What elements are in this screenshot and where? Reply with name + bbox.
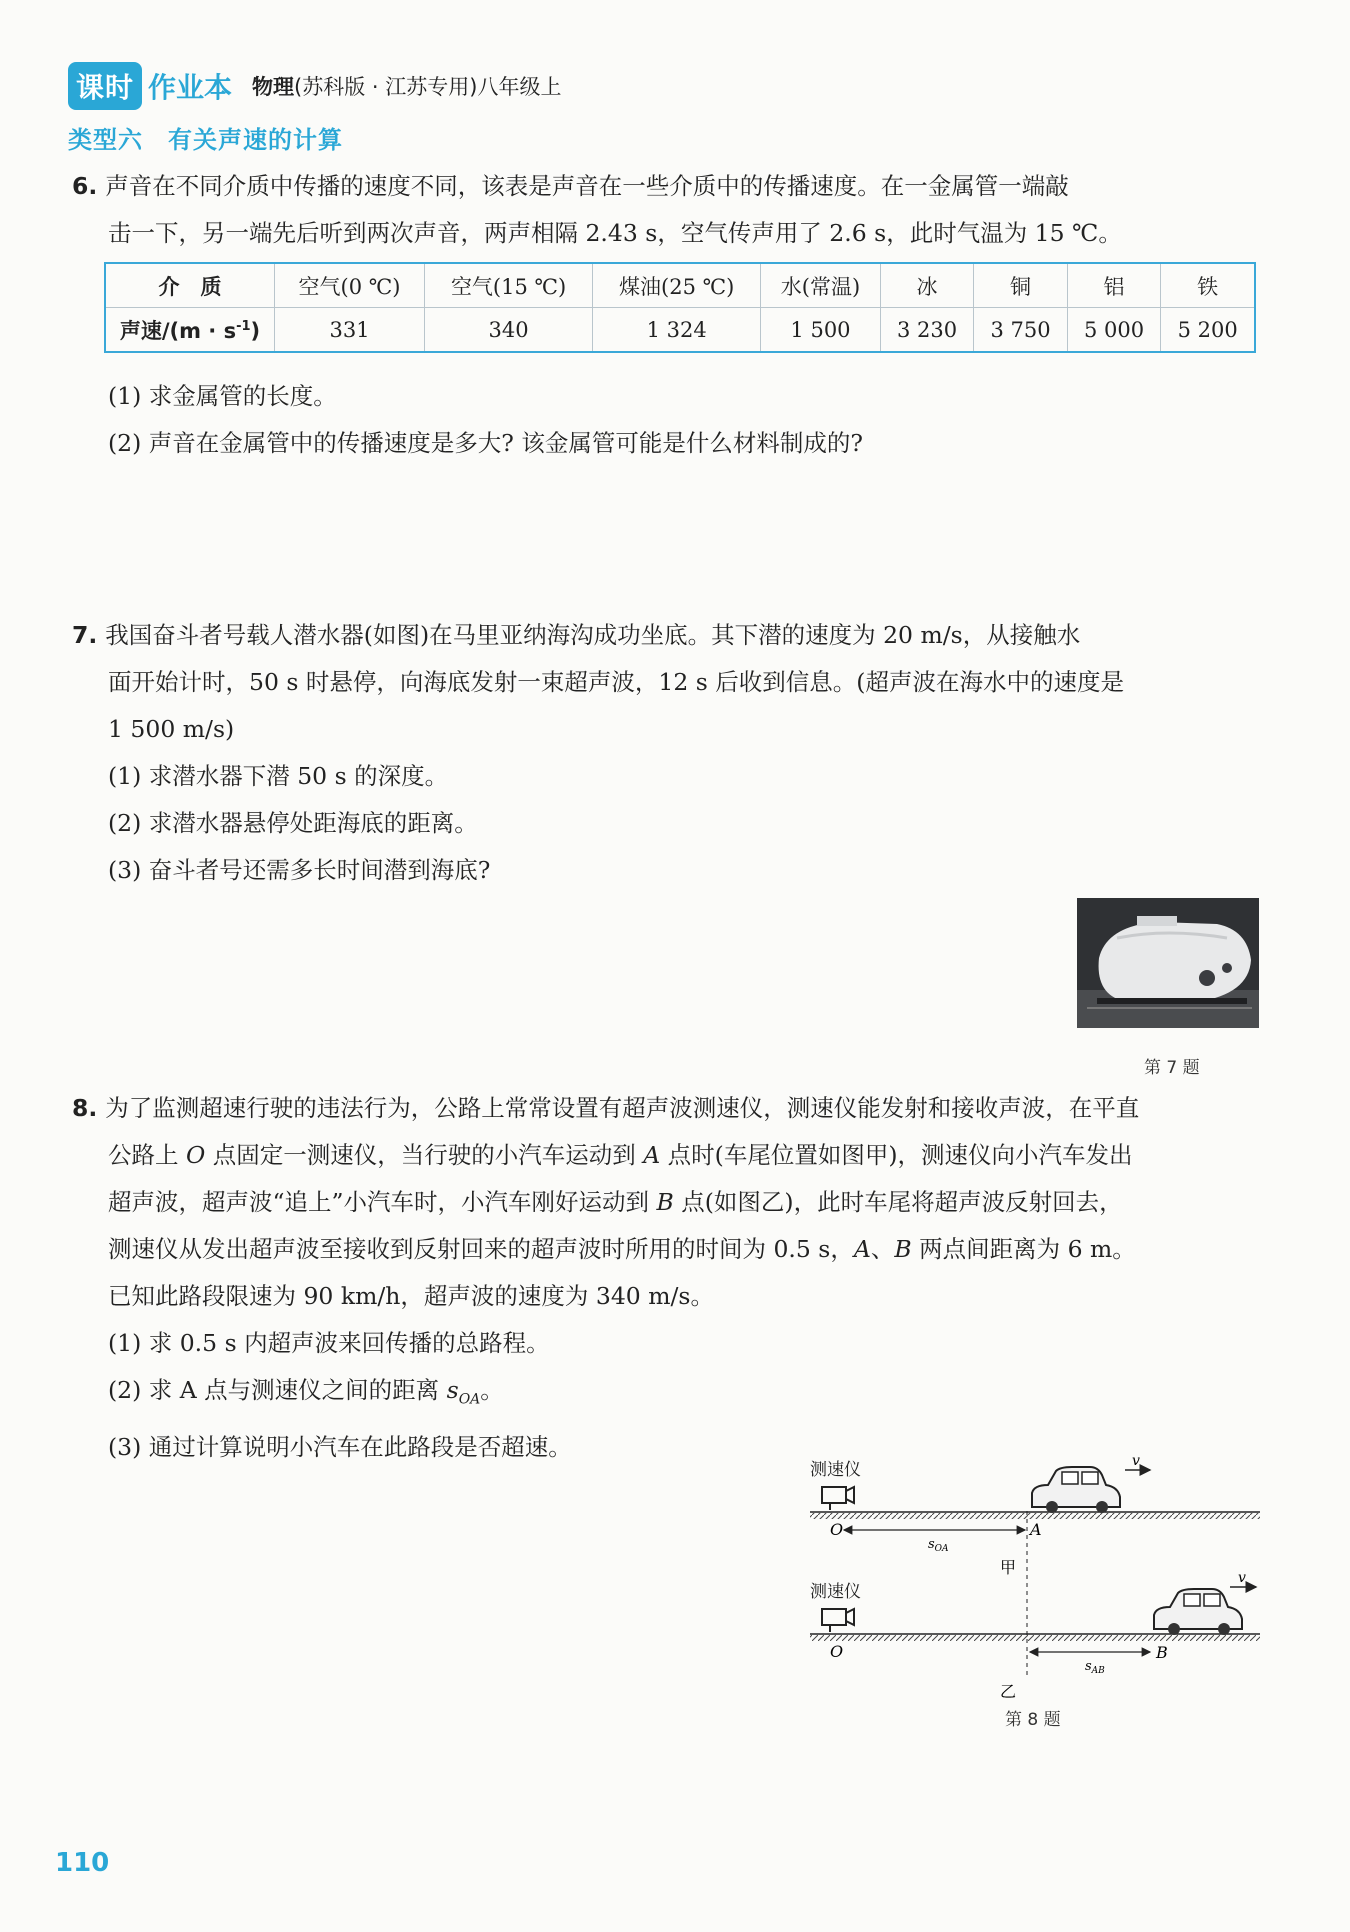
distance-ab-label: $s_{AB}$ bbox=[1085, 1659, 1105, 1676]
sound-speed-table bbox=[104, 262, 1256, 353]
question-6 bbox=[72, 163, 1262, 257]
figure-jia-label: 甲 bbox=[1000, 1558, 1017, 1577]
question-number: 8. bbox=[72, 1094, 98, 1122]
table-row bbox=[105, 263, 1255, 308]
text-fragment: (2) 求 A 点与测速仪之间的距离 bbox=[108, 1376, 447, 1404]
question-number: 6. bbox=[72, 172, 98, 200]
question-text: 已知此路段限速为 90 km/h，超声波的速度为 340 m/s。 bbox=[108, 1282, 714, 1310]
question-6-subquestions bbox=[72, 373, 1262, 467]
table-cell: 3 750 bbox=[974, 308, 1068, 353]
symbol: s bbox=[446, 1376, 459, 1404]
symbol-subscript: OA bbox=[458, 1391, 481, 1408]
header-sup: -1 bbox=[236, 318, 251, 334]
book-title bbox=[252, 71, 561, 101]
question-7 bbox=[72, 612, 1262, 894]
point-o-label: O bbox=[830, 1642, 844, 1661]
text-fragment: 、 bbox=[870, 1235, 895, 1263]
table-row bbox=[105, 308, 1255, 353]
text-fragment: 测速仪从发出超声波至接收到反射回来的超声波时所用的时间为 0.5 s， bbox=[108, 1235, 854, 1263]
table-cell: 煤油(25 ℃) bbox=[593, 263, 761, 308]
table-cell: 空气(15 ℃) bbox=[425, 263, 593, 308]
point-label: A bbox=[853, 1235, 871, 1263]
point-a-label: A bbox=[1030, 1520, 1042, 1539]
text-fragment: 公路上 bbox=[108, 1141, 186, 1169]
point-label: A bbox=[643, 1141, 661, 1169]
table-cell: 空气(0 ℃) bbox=[275, 263, 425, 308]
table-cell: 331 bbox=[275, 308, 425, 353]
text-fragment: 点时(车尾位置如图甲)，测速仪向小汽车发出 bbox=[660, 1141, 1133, 1169]
text-fragment: 。 bbox=[480, 1376, 504, 1404]
table-header-cell bbox=[105, 308, 275, 353]
table-cell: 铜 bbox=[974, 263, 1068, 308]
table-cell: 冰 bbox=[880, 263, 974, 308]
question-text bbox=[72, 1132, 1262, 1179]
sub-question: (1) 求金属管的长度。 bbox=[108, 382, 337, 410]
text-fragment: 超声波，超声波“追上”小汽车时，小汽车刚好运动到 bbox=[108, 1188, 657, 1216]
table-cell: 1 324 bbox=[593, 308, 761, 353]
header-text-end: ) bbox=[250, 318, 261, 343]
sub-question: (2) 声音在金属管中的传播速度是多大? 该金属管可能是什么材料制成的? bbox=[108, 429, 863, 457]
sub-question: (2) 求潜水器悬停处距海底的距离。 bbox=[108, 809, 478, 837]
table-cell: 3 230 bbox=[880, 308, 974, 353]
table-header-cell: 介 质 bbox=[105, 263, 275, 308]
section-title: 类型六 有关声速的计算 bbox=[68, 126, 343, 154]
sub-question: (1) 求潜水器下潜 50 s 的深度。 bbox=[108, 762, 449, 790]
question-text: 声音在不同介质中传播的速度不同，该表是声音在一些介质中的传播速度。在一金属管一端敲 bbox=[105, 172, 1069, 200]
point-b-label: B bbox=[1156, 1643, 1168, 1662]
question-text: 1 500 m/s) bbox=[108, 715, 235, 743]
edition: (苏科版 · 江苏专用)八年级上 bbox=[294, 75, 562, 99]
question-text: 面开始计时，50 s 时悬停，向海底发射一束超声波，12 s 后收到信息。(超声波在海水中的速度是 bbox=[108, 668, 1124, 696]
sub-question: (3) 通过计算说明小汽车在此路段是否超速。 bbox=[108, 1432, 572, 1461]
device-label: 测速仪 bbox=[810, 1460, 861, 1480]
question-8 bbox=[72, 1085, 1262, 1471]
question-text bbox=[72, 1226, 1262, 1273]
speed-detector-icon bbox=[822, 1487, 854, 1510]
sub-question bbox=[72, 1367, 1262, 1424]
text-fragment: 点(如图乙)，此时车尾将超声波反射回去， bbox=[673, 1188, 1123, 1216]
velocity-label: v bbox=[1238, 1570, 1246, 1586]
text-fragment: 点固定一测速仪，当行驶的小汽车运动到 bbox=[205, 1141, 644, 1169]
submersible-photo bbox=[1077, 898, 1259, 1028]
device-label: 测速仪 bbox=[810, 1582, 861, 1602]
figure-yi-label: 乙 bbox=[1000, 1682, 1017, 1701]
point-o-label: O bbox=[830, 1520, 844, 1539]
figure-caption: 第 8 题 bbox=[1005, 1710, 1061, 1730]
question-text: 为了监测超速行驶的违法行为，公路上常常设置有超声波测速仪，测速仪能发射和接收声波，在平直 bbox=[105, 1094, 1140, 1122]
distance-oa-label: $s_{OA}$ bbox=[928, 1537, 949, 1554]
logo-text: 作业本 bbox=[148, 71, 233, 104]
question-text: 我国奋斗者号载人潜水器(如图)在马里亚纳海沟成功坐底。其下潜的速度为 20 m/s，从接触水 bbox=[105, 621, 1081, 649]
submersible-image bbox=[1077, 898, 1259, 1028]
subject: 物理 bbox=[252, 75, 295, 99]
car-icon bbox=[1154, 1589, 1242, 1635]
point-label: O bbox=[185, 1141, 206, 1169]
text-fragment: 两点间距离为 6 m。 bbox=[911, 1235, 1136, 1263]
question-number: 7. bbox=[72, 621, 98, 649]
car-icon bbox=[1032, 1467, 1120, 1513]
table-cell: 1 500 bbox=[761, 308, 881, 353]
question-text bbox=[72, 1179, 1262, 1226]
sub-question: (1) 求 0.5 s 内超声波来回传播的总路程。 bbox=[108, 1329, 550, 1357]
point-label: B bbox=[894, 1235, 912, 1263]
page-number: 110 bbox=[55, 1848, 110, 1878]
page-header bbox=[68, 62, 561, 110]
point-label: B bbox=[656, 1188, 674, 1216]
sub-question: (3) 奋斗者号还需多长时间潜到海底? bbox=[108, 856, 491, 884]
figure-caption: 第 7 题 bbox=[1144, 1058, 1200, 1078]
header-text: 声速/(m · s bbox=[119, 318, 237, 343]
table-cell: 5 000 bbox=[1067, 308, 1161, 353]
table-cell: 铝 bbox=[1067, 263, 1161, 308]
table-cell: 5 200 bbox=[1161, 308, 1255, 353]
logo: 课时 bbox=[68, 62, 142, 110]
table-cell: 水(常温) bbox=[761, 263, 881, 308]
speed-detector-diagram bbox=[800, 1455, 1270, 1755]
table-cell: 340 bbox=[425, 308, 593, 353]
velocity-label: v bbox=[1132, 1455, 1140, 1469]
question-text: 击一下，另一端先后听到两次声音，两声相隔 2.43 s，空气传声用了 2.6 s，此时气温为 15 ℃。 bbox=[108, 219, 1122, 247]
speed-detector-icon bbox=[822, 1609, 854, 1632]
table-cell: 铁 bbox=[1161, 263, 1255, 308]
